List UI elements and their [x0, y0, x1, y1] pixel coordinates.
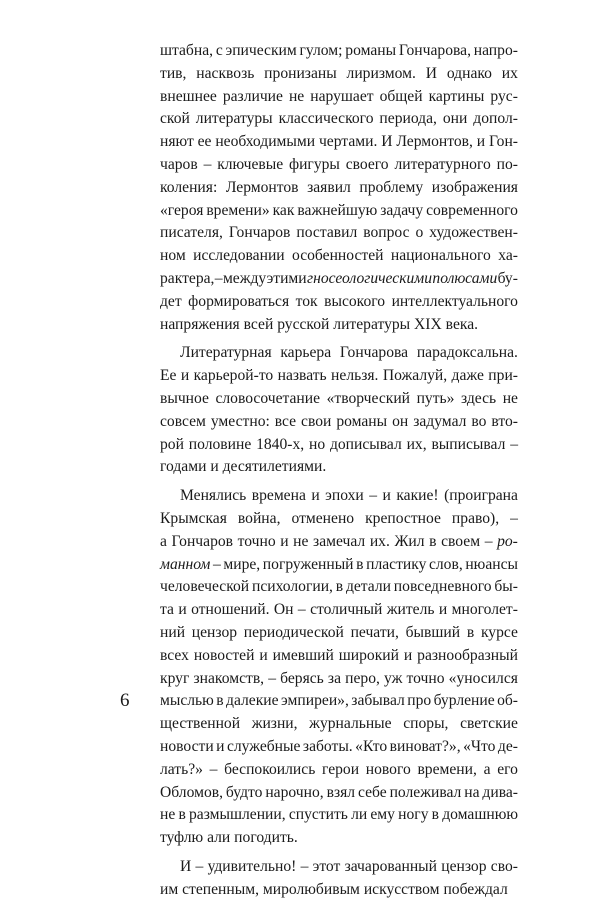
word: взял: [326, 783, 356, 801]
word: его: [497, 760, 518, 778]
word: и: [178, 601, 187, 619]
word: времена: [251, 487, 306, 505]
word: внешнее: [160, 87, 217, 105]
text-line: [160, 804, 518, 827]
word: насквозь: [196, 64, 255, 82]
word: за: [327, 669, 341, 687]
word: Пожалуй,: [382, 367, 448, 385]
word: «Что: [463, 737, 496, 755]
word: периодической: [243, 623, 344, 641]
word: ток: [295, 292, 318, 310]
word: не: [293, 532, 309, 550]
word: Обломов,: [160, 783, 224, 801]
word: точно: [237, 532, 276, 550]
word: годами: [160, 458, 207, 476]
word: нюансы: [465, 555, 518, 573]
word: напряжения: [160, 315, 240, 333]
text-line: [160, 434, 518, 457]
word: пластику: [366, 555, 427, 573]
word: и: [259, 646, 268, 664]
word: в: [429, 532, 437, 550]
word: здесь: [460, 389, 497, 407]
paragraph: [160, 40, 518, 336]
paragraph: [160, 342, 518, 479]
word: допол-: [473, 110, 518, 128]
word: виноват?»,: [389, 737, 461, 755]
word: фигуры: [288, 155, 340, 173]
word: побеждал: [443, 880, 508, 898]
word: споры,: [403, 715, 449, 733]
text-line: [160, 154, 518, 177]
word: бу-: [497, 269, 518, 287]
word: словосочетание: [215, 389, 321, 407]
text-line: [160, 411, 518, 434]
word: –: [203, 155, 212, 173]
text-line: [160, 485, 518, 508]
word: литературы: [195, 110, 273, 128]
word: «героя: [160, 201, 204, 219]
word: забывал: [351, 692, 405, 710]
word: зачарованный: [344, 857, 437, 875]
word: чертами.: [318, 133, 378, 151]
text-line: [160, 108, 518, 131]
word: и: [476, 133, 486, 151]
text-line: [160, 759, 518, 782]
word: Он: [273, 601, 294, 619]
word: круг: [160, 669, 190, 687]
word: не: [502, 389, 518, 407]
word: слов,: [428, 555, 463, 573]
word: берясь: [280, 669, 324, 687]
text-line: [160, 222, 518, 245]
word: И: [425, 64, 437, 82]
word: печати,: [350, 623, 399, 641]
word: литературного: [394, 155, 491, 173]
word: они: [442, 110, 468, 128]
text-line: [160, 554, 518, 577]
word: исследовании: [193, 247, 285, 265]
word: отменено: [291, 509, 355, 527]
text-line: [160, 63, 518, 86]
word: коления:: [160, 178, 218, 196]
text-line: [160, 40, 518, 63]
word: столичный: [310, 601, 383, 619]
word: с: [215, 42, 223, 59]
word: парадоксальна.: [416, 344, 518, 362]
word: им: [160, 880, 179, 898]
word: необходимыми: [215, 133, 316, 151]
word: времени,: [417, 760, 477, 778]
word: литературы: [333, 315, 411, 333]
word: –: [195, 857, 204, 875]
word: и: [210, 458, 219, 476]
text-line: [160, 508, 518, 531]
word: далекие: [226, 692, 279, 710]
paragraph: [160, 856, 518, 901]
word: вто-: [491, 412, 518, 430]
word: ро-: [497, 532, 518, 550]
word: дописывал: [329, 435, 402, 453]
word: широкий: [338, 646, 399, 664]
word: новостей: [193, 646, 255, 664]
word: напро-: [473, 42, 518, 59]
word: современного: [426, 201, 518, 219]
word: этими: [266, 269, 307, 287]
word: как: [272, 201, 295, 219]
word: высокого: [324, 292, 386, 310]
word: ха-: [498, 247, 518, 265]
word: ской: [160, 110, 190, 128]
word: про: [407, 692, 432, 710]
word: полеживал: [389, 783, 462, 801]
text-line: [160, 268, 518, 291]
word: в: [335, 578, 344, 596]
word: гулом;: [299, 42, 343, 59]
word: крепостное: [365, 509, 441, 527]
word: пронизаны: [264, 64, 337, 82]
word: миролюбивым: [262, 880, 360, 898]
word: спустить: [288, 806, 348, 824]
word: разнообразный: [417, 646, 518, 664]
word: –: [214, 269, 223, 287]
word: совсем: [160, 412, 206, 430]
word: многолет-: [451, 601, 518, 619]
word: –: [484, 532, 493, 550]
word: выписывал: [431, 435, 506, 453]
word: Гончарова,: [398, 42, 471, 59]
text-line: [160, 291, 518, 314]
word: при-: [488, 367, 518, 385]
word: Гон-: [489, 133, 518, 151]
word: писателя,: [160, 224, 223, 242]
text-line: [160, 365, 518, 388]
word: но: [308, 435, 326, 453]
word: «уносился: [448, 669, 518, 687]
word: он: [392, 412, 409, 430]
word: Лермонтов: [225, 178, 299, 196]
word: няют: [160, 133, 194, 151]
word: национального: [390, 247, 491, 265]
word: журнальные: [309, 715, 392, 733]
word: гносеологическими: [307, 269, 433, 287]
word: половине: [188, 435, 252, 453]
word: бы-: [494, 578, 518, 596]
word: точно: [406, 669, 445, 687]
word: о: [415, 224, 424, 242]
text-line: [160, 456, 518, 479]
word: –: [369, 487, 378, 505]
word: де-: [497, 737, 518, 755]
word: бывший: [405, 623, 461, 641]
word: полюсами: [432, 269, 498, 287]
word: этот: [312, 857, 341, 875]
word: в: [431, 806, 440, 824]
word: себе: [357, 783, 387, 801]
word: и: [311, 487, 320, 505]
word: по-: [496, 155, 518, 173]
word: Гончарова: [339, 344, 409, 362]
word: лиризмом.: [346, 64, 416, 82]
word: туфлю: [160, 829, 204, 847]
word: и: [403, 646, 413, 664]
word: на: [464, 783, 480, 801]
word: «Кто: [355, 737, 388, 755]
word: Жил: [394, 532, 425, 550]
word: степенным,: [182, 880, 259, 898]
text-line: [160, 342, 518, 365]
text-line: [160, 668, 518, 691]
word: рой: [160, 435, 184, 453]
text-line: [160, 131, 518, 154]
word: задумал: [413, 412, 467, 430]
word: нельзя.: [331, 367, 379, 385]
word: дет: [160, 292, 182, 310]
word: Литературная: [180, 344, 272, 362]
word: и: [180, 367, 190, 385]
word: времени»: [206, 201, 270, 219]
word: карьера: [280, 344, 332, 362]
word: дива-: [482, 783, 518, 801]
word: И: [381, 133, 393, 151]
word: отношений.: [191, 601, 270, 619]
text-line: [160, 531, 518, 554]
word: различие: [222, 87, 283, 105]
word: а: [160, 532, 167, 550]
word: щественной: [160, 715, 241, 733]
word: между: [222, 269, 267, 287]
text-line: [160, 827, 518, 850]
word: важнейшую: [297, 201, 378, 219]
word: Лермонтов,: [396, 133, 473, 151]
text-line: [160, 599, 518, 622]
word: художествен-: [429, 224, 518, 242]
word: интеллектуального: [391, 292, 518, 310]
word: романы: [345, 42, 397, 59]
word: житель: [386, 601, 435, 619]
word: тив,: [160, 64, 187, 82]
word: даже: [451, 367, 484, 385]
word: эпическим: [225, 42, 297, 59]
word: ном: [160, 247, 186, 265]
word: искусством: [363, 880, 440, 898]
text-line: [160, 314, 518, 337]
word: жизни,: [251, 715, 298, 733]
word: XIX: [414, 315, 442, 333]
page-number: 6: [120, 690, 130, 711]
word: романы: [336, 412, 388, 430]
word: ногу: [398, 806, 429, 824]
word: в: [356, 555, 364, 573]
word: И: [180, 857, 192, 875]
word: та: [160, 601, 174, 619]
word: всей: [243, 315, 274, 333]
word: и: [280, 532, 289, 550]
word: все: [274, 412, 297, 430]
word: и: [382, 487, 391, 505]
word: бурление: [433, 692, 495, 710]
word: классического: [278, 110, 374, 128]
word: в: [466, 623, 475, 641]
word: Гончаров: [228, 224, 291, 242]
word: мыслью: [160, 692, 214, 710]
text-line: [160, 576, 518, 599]
word: об-: [497, 692, 518, 710]
word: во: [471, 412, 487, 430]
word: психологии,: [251, 578, 333, 596]
word: право),: [451, 509, 500, 527]
word: своем: [441, 532, 481, 550]
word: русской: [277, 315, 330, 333]
word: лать?»: [160, 760, 203, 778]
word: –: [209, 760, 218, 778]
word: и: [216, 737, 225, 755]
word: десятилетиями.: [222, 458, 327, 476]
text-line: [160, 879, 518, 901]
word: карьерой-то: [193, 367, 274, 385]
word: манном: [160, 555, 211, 573]
word: Ее: [160, 367, 177, 385]
word: служебные: [226, 737, 301, 755]
word: путь»: [416, 389, 455, 407]
word: будто: [225, 783, 263, 801]
word: ли: [351, 806, 368, 824]
word: нового: [365, 760, 411, 778]
body-text: [160, 40, 518, 901]
text-line: [160, 622, 518, 645]
word: заявил: [307, 178, 351, 196]
word: в: [178, 806, 186, 824]
word: ее: [197, 133, 212, 151]
word: вычное: [160, 389, 209, 407]
word: и: [438, 601, 448, 619]
word: война,: [237, 509, 281, 527]
text-line: [160, 86, 518, 109]
word: картины: [428, 87, 485, 105]
word: задачу: [380, 201, 424, 219]
word: периода,: [379, 110, 437, 128]
word: имевший: [272, 646, 334, 664]
word: свои: [301, 412, 332, 430]
word: проблему: [359, 178, 424, 196]
word: уместно:: [210, 412, 270, 430]
word: какие!: [396, 487, 439, 505]
word: замечал: [313, 532, 366, 550]
word: штабна,: [160, 42, 214, 59]
word: однако: [446, 64, 492, 82]
word: мире,: [223, 555, 261, 573]
word: их.: [369, 532, 390, 550]
word: нарочно,: [265, 783, 324, 801]
word: чаров: [160, 155, 198, 173]
text-line: [160, 177, 518, 200]
word: ключевые: [217, 155, 284, 173]
text-line: [160, 690, 518, 713]
word: изображения: [431, 178, 518, 196]
word: своего: [345, 155, 389, 173]
word: вопрос: [363, 224, 410, 242]
word: сво-: [490, 857, 518, 875]
word: знакомств,: [193, 669, 265, 687]
word: Менялись: [180, 487, 247, 505]
word: погруженный: [262, 555, 354, 573]
word: перо,: [345, 669, 380, 687]
word: домашнюю: [442, 806, 518, 824]
word: –: [268, 669, 276, 687]
word: не: [288, 87, 305, 105]
word: общей: [379, 87, 423, 105]
text-line: [160, 388, 518, 411]
word: рус-: [490, 87, 518, 105]
word: в: [216, 692, 224, 710]
word: формироваться: [188, 292, 290, 310]
text-line: [160, 782, 518, 805]
word: светские: [460, 715, 518, 733]
word: их: [501, 64, 518, 82]
word: –: [297, 601, 306, 619]
word: человеческой: [160, 578, 250, 596]
word: особенностей: [292, 247, 384, 265]
text-line: [160, 736, 518, 759]
word: ний: [160, 623, 186, 641]
word: назвать: [277, 367, 327, 385]
word: а: [483, 760, 491, 778]
text-line: [160, 200, 518, 223]
word: заботы.: [302, 737, 353, 755]
text-line: [160, 713, 518, 736]
word: нарушает: [310, 87, 374, 105]
word: –: [510, 509, 518, 527]
word: Гончаров: [171, 532, 234, 550]
word: погодить.: [234, 829, 298, 847]
word: ему: [370, 806, 395, 824]
word: Крымская: [160, 509, 227, 527]
word: беспокоились: [224, 760, 316, 778]
word: али: [207, 829, 231, 847]
text-line: [160, 856, 518, 879]
word: курсе: [480, 623, 518, 641]
text-line: [160, 245, 518, 268]
word: новости: [160, 737, 214, 755]
word: всех: [160, 646, 189, 664]
word: «творческий: [326, 389, 411, 407]
word: повседневного: [393, 578, 492, 596]
word: 1840-х,: [256, 435, 305, 453]
text-line: [160, 645, 518, 668]
paragraph: [160, 485, 518, 850]
word: удивительно!: [207, 857, 297, 875]
word: не: [160, 806, 176, 824]
word: их,: [406, 435, 427, 453]
word: размышлении,: [189, 806, 286, 824]
word: детали: [345, 578, 391, 596]
word: цензор: [441, 857, 487, 875]
word: –: [212, 555, 221, 573]
word: эмпиреи»,: [281, 692, 349, 710]
word: эпохи: [325, 487, 364, 505]
word: (проиграна: [444, 487, 518, 505]
word: –: [510, 435, 518, 453]
word: герои: [322, 760, 360, 778]
word: поставил: [296, 224, 358, 242]
word: века.: [445, 315, 479, 333]
word: цензор: [191, 623, 238, 641]
word: рактера,: [160, 269, 215, 287]
word: –: [300, 857, 309, 875]
word: уж: [384, 669, 403, 687]
